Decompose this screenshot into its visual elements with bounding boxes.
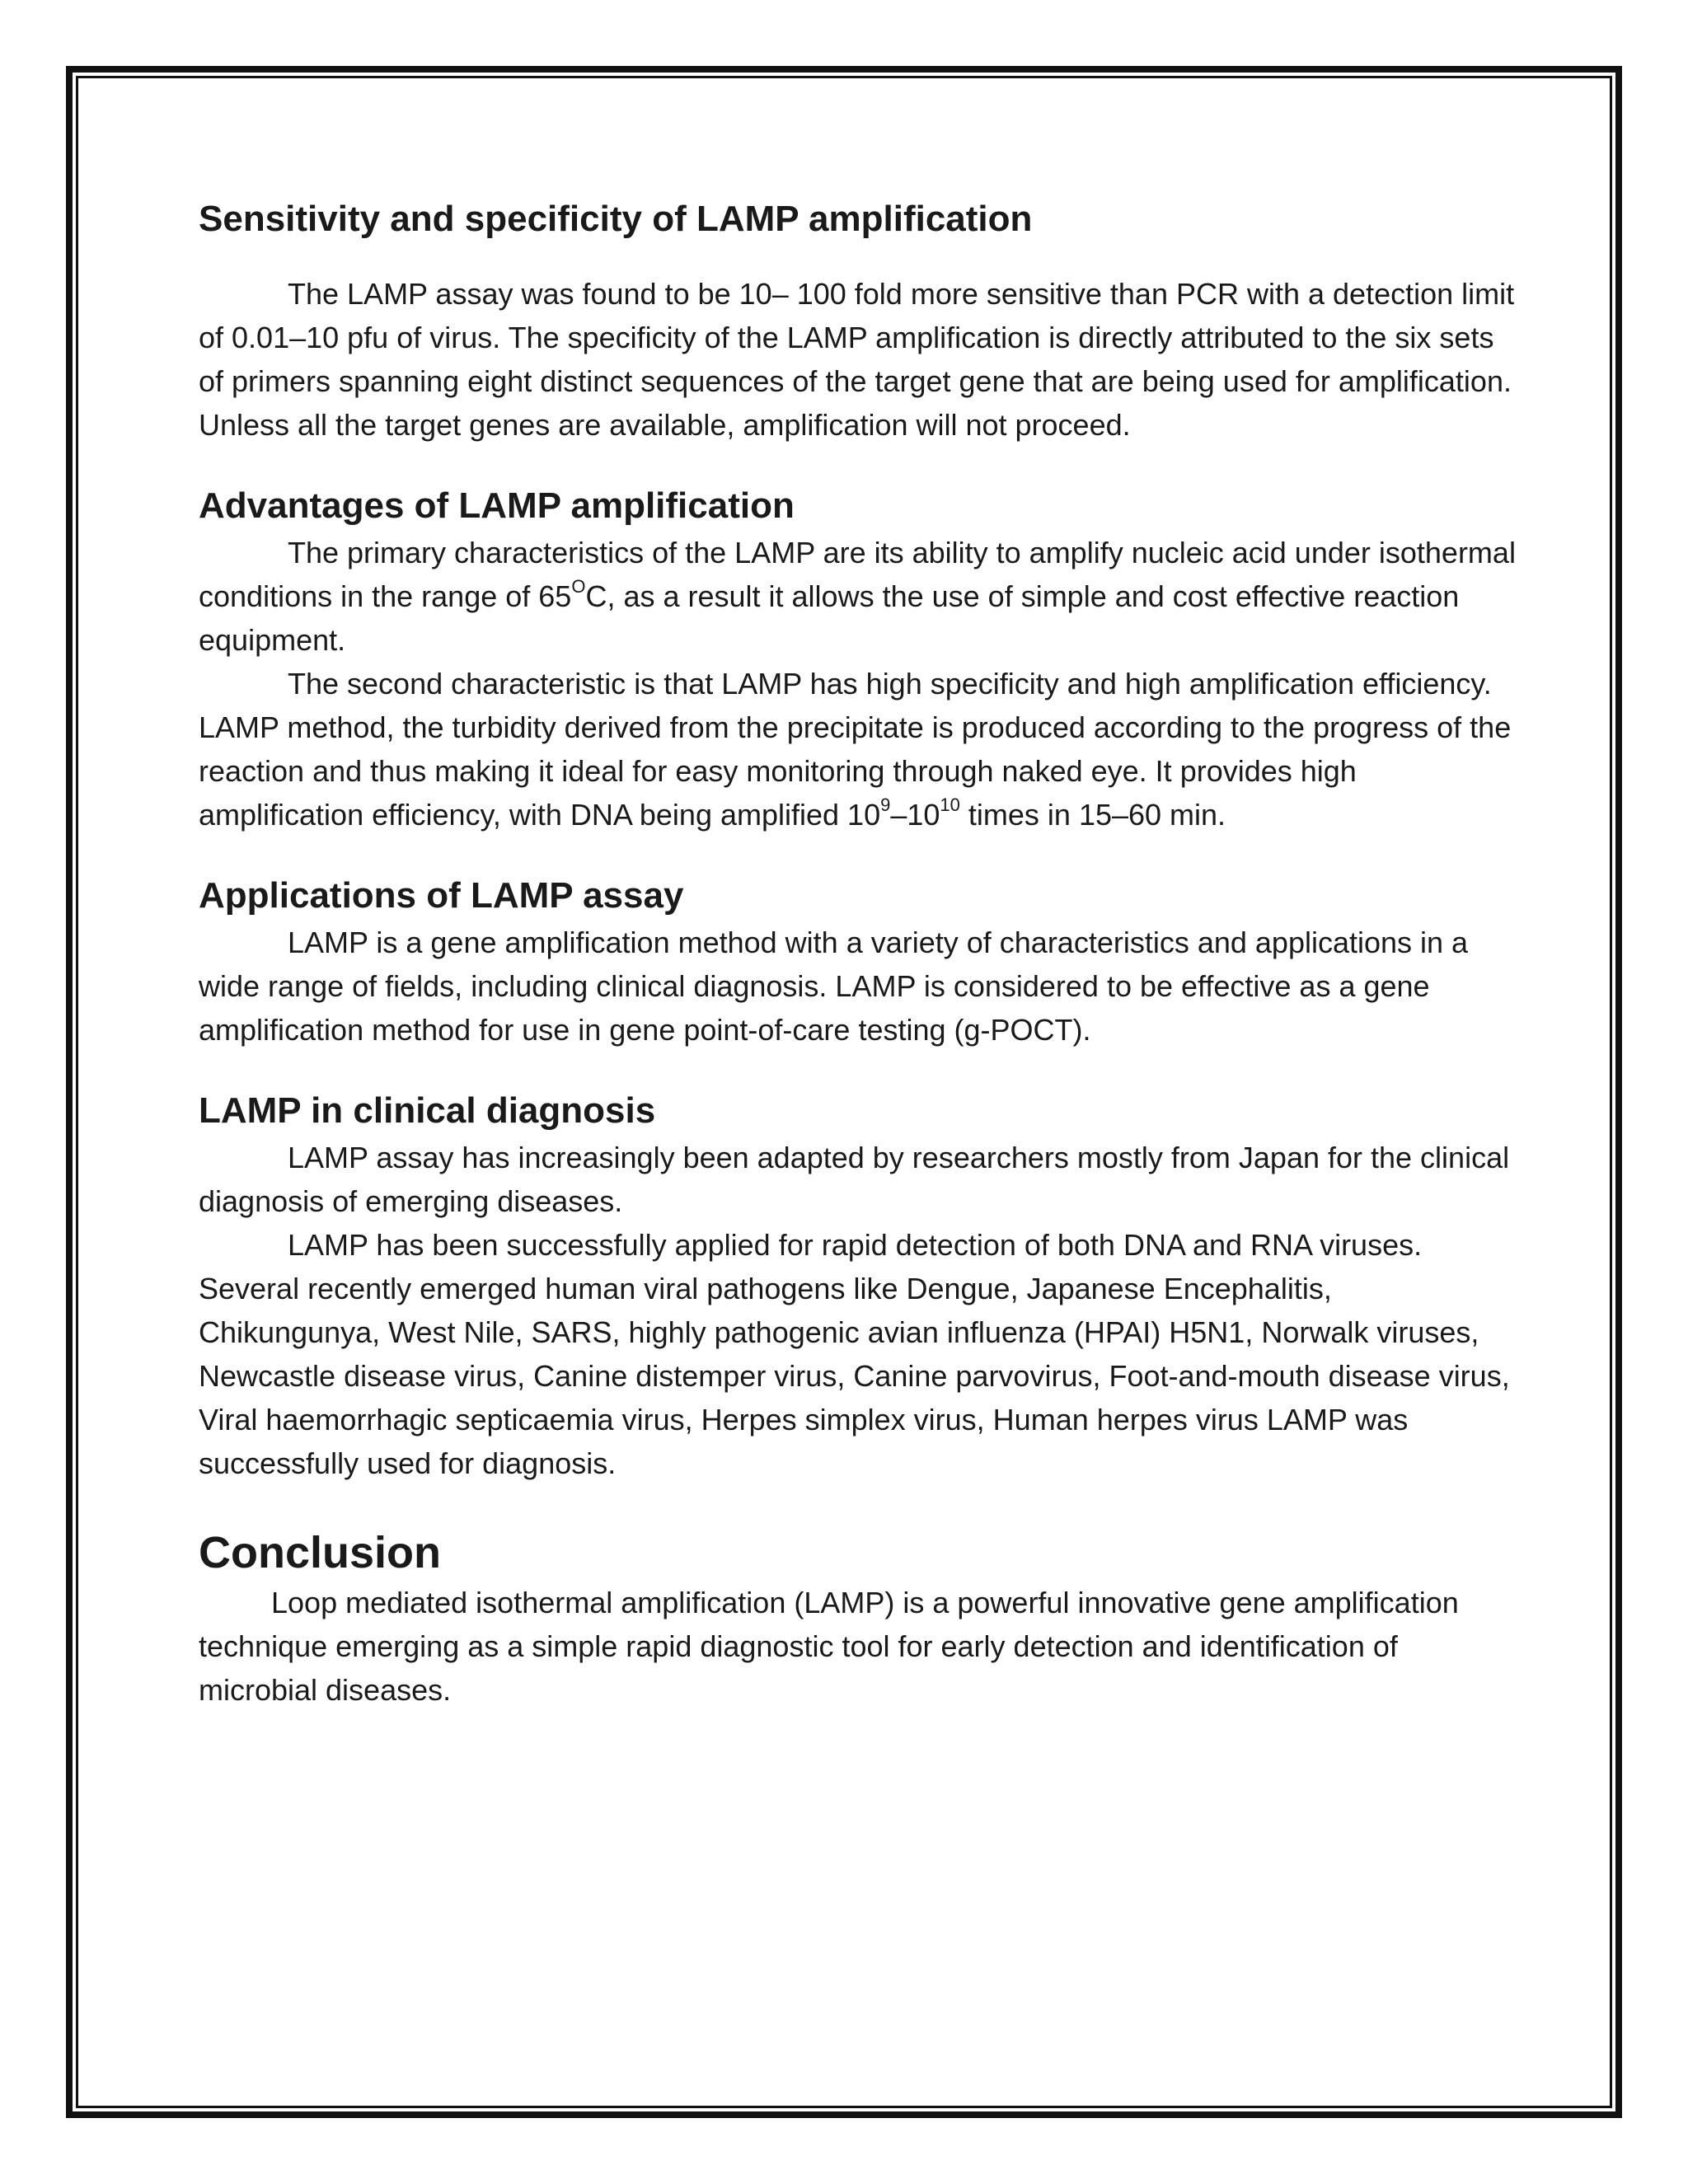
heading-conclusion: Conclusion <box>199 1528 441 1577</box>
heading-sensitivity: Sensitivity and specificity of LAMP amplification <box>199 199 1033 239</box>
text-run: C, as a result it allows the use of simple and cost effective reaction equipment. <box>199 579 1460 657</box>
paragraph-conclusion: Loop mediated isothermal amplification (LAMP) is a powerful innovative gene amplification technique emerging as a simple rapid diagnostic tool for early detection and identification of microbial diseases. <box>199 1586 1459 1707</box>
document-body <box>199 194 1517 1712</box>
heading-applications: Applications of LAMP assay <box>199 875 684 916</box>
superscript-exponent: 9 <box>880 794 891 815</box>
section-applications <box>199 871 1517 1052</box>
heading-clinical: LAMP in clinical diagnosis <box>199 1090 656 1131</box>
section-advantages <box>199 481 1517 837</box>
paragraph-sensitivity: The LAMP assay was found to be 10– 100 fold more sensitive than PCR with a detection limit of 0.01–10 pfu of virus. The specificity of the LAMP amplification is directly attributed to the six sets of primers spanning eight distinct sequences of the target gene that are being used for amplification. Unless all the target genes are available, amplification will not proceed. <box>199 277 1515 442</box>
paragraph-applications: LAMP is a gene amplification method with a variety of characteristics and applications in a wide range of fields, including clinical diagnosis. LAMP is considered to be effective as a gene amplification method for use in gene point-of-care testing (g-POCT). <box>199 926 1469 1047</box>
superscript-degree: O <box>571 576 586 597</box>
paragraph-clinical-2: LAMP has been successfully applied for rapid detection of both DNA and RNA viruses. Several recently emerged human viral pathogens like Dengue, Japanese Encephalitis, Chikungunya, West Nile, SARS, highly pathogenic avian influenza (HPAI) H5N1, Norwalk viruses, Newcastle disease virus, Canine distemper virus, Canine parvovirus, Foot-and-mouth disease virus, Viral haemorrhagic septicaemia virus, Herpes simplex virus, Human herpes virus LAMP was successfully used for diagnosis. <box>199 1228 1510 1480</box>
section-conclusion <box>199 1525 1517 1712</box>
paragraph-advantages-1 <box>199 531 1517 662</box>
text-run: –10 <box>890 798 940 832</box>
paragraph-clinical-1: LAMP assay has increasingly been adapted by researchers mostly from Japan for the clinical diagnosis of emerging diseases. <box>199 1141 1510 1218</box>
section-clinical <box>199 1086 1517 1485</box>
superscript-exponent: 10 <box>940 794 960 815</box>
text-run: times in 15–60 min. <box>959 798 1226 832</box>
paragraph-advantages-2 <box>199 662 1517 837</box>
heading-advantages: Advantages of LAMP amplification <box>199 485 795 526</box>
text-run: The primary characteristics of the LAMP are its ability to amplify nucleic acid under isothermal conditions in the range of 65 <box>199 536 1516 613</box>
text-run: The second characteristic is that LAMP has high specificity and high amplification efficiency. LAMP method, the turbidity derived from the precipitate is produced according to the progress of the reaction and thus making it ideal for easy monitoring through naked eye. It provides high amplification efficiency, with DNA being amplified 10 <box>199 667 1512 832</box>
section-sensitivity <box>199 194 1517 447</box>
